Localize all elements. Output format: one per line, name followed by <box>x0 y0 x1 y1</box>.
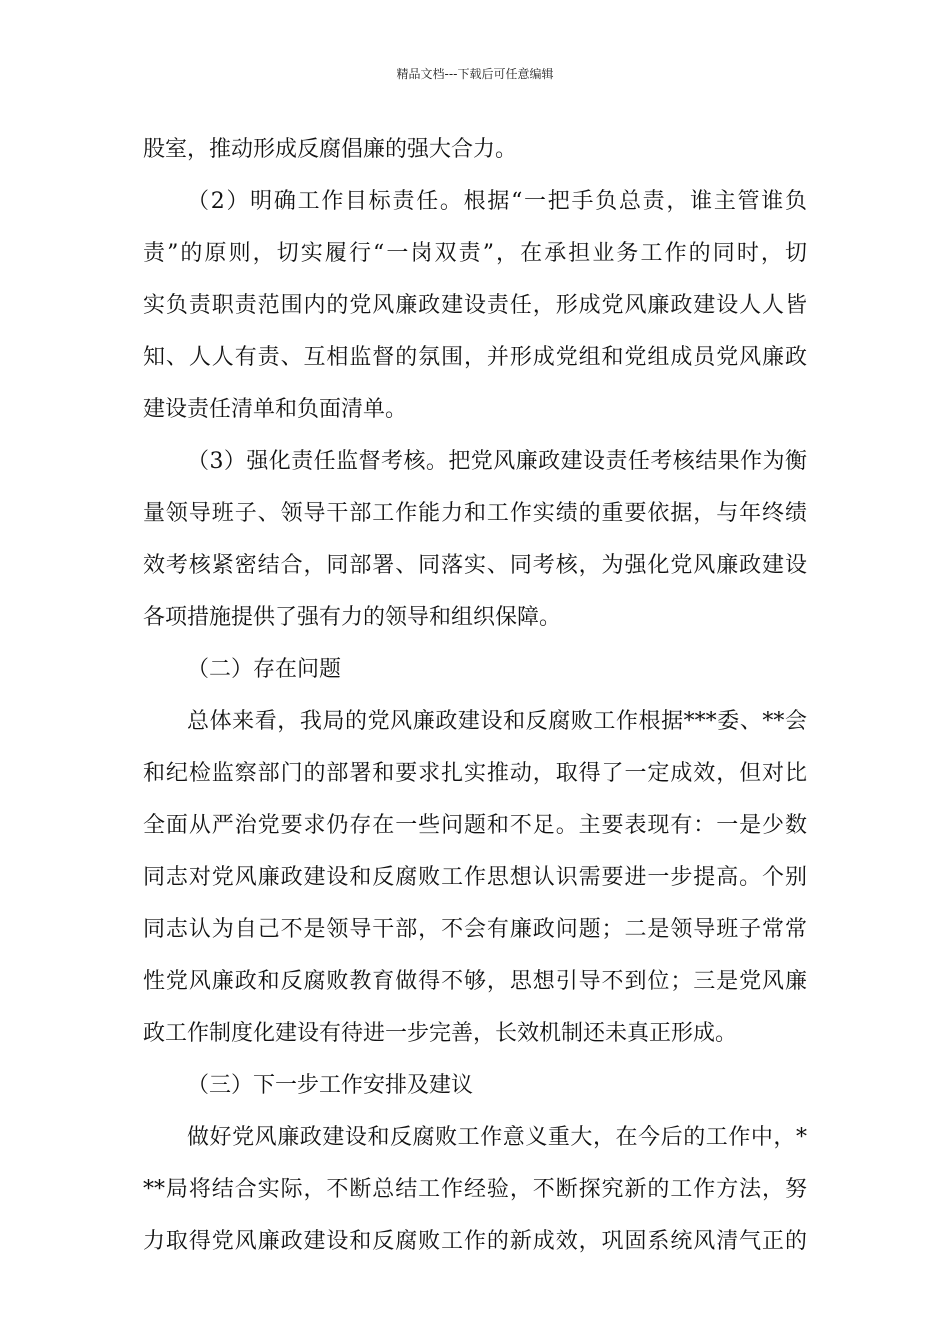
text-line: 各项措施提供了强有力的领导和组织保障。 <box>143 605 562 630</box>
text-line: 建设责任清单和负面清单。 <box>143 397 408 422</box>
text-line: （2）明确工作目标责任。根据“一把手负总责，谁主管谁负 <box>187 189 807 214</box>
text-line: 股室，推动形成反腐倡廉的强大合力。 <box>143 137 518 162</box>
text-line: （3）强化责任监督考核。把党风廉政建设责任考核结果作为衡 <box>187 449 807 474</box>
text-line: **局将结合实际，不断总结工作经验，不断探究新的工作方法，努 <box>143 1177 807 1202</box>
text-line: （二）存在问题 <box>187 657 342 682</box>
text-line: 政工作制度化建设有待进一步完善，长效机制还未真正形成。 <box>143 1021 738 1046</box>
text-line: 同志对党风廉政建设和反腐败工作思想认识需要进一步提高。个别 <box>143 865 807 890</box>
text-line: 量领导班子、领导干部工作能力和工作实绩的重要依据，与年终绩 <box>143 501 807 526</box>
document-body <box>143 124 807 1268</box>
text-line: 性党风廉政和反腐败教育做得不够，思想引导不到位；三是党风廉 <box>143 969 807 994</box>
text-line: 知、人人有责、互相监督的氛围，并形成党组和党组成员党风廉政 <box>143 345 807 370</box>
text-line: 同志认为自己不是领导干部，不会有廉政问题；二是领导班子常常 <box>143 917 807 942</box>
text-line: 和纪检监察部门的部署和要求扎实推动，取得了一定成效，但对比 <box>143 761 807 786</box>
text-line: 实负责职责范围内的党风廉政建设责任，形成党风廉政建设人人皆 <box>143 293 807 318</box>
text-line: 全面从严治党要求仍存在一些问题和不足。主要表现有：一是少数 <box>143 813 807 838</box>
text-line: 做好党风廉政建设和反腐败工作意义重大，在今后的工作中，* <box>187 1125 807 1150</box>
text-line: （三）下一步工作安排及建议 <box>187 1073 474 1098</box>
page-header: 精品文档---下载后可任意编辑 <box>396 67 554 81</box>
text-line: 力取得党风廉政建设和反腐败工作的新成效，巩固系统风清气正的 <box>143 1229 807 1254</box>
text-line: 责”的原则，切实履行“一岗双责”，在承担业务工作的同时，切 <box>143 241 807 266</box>
text-line: 总体来看，我局的党风廉政建设和反腐败工作根据***委、**会 <box>187 709 807 734</box>
text-line: 效考核紧密结合，同部署、同落实、同考核，为强化党风廉政建设 <box>143 553 807 578</box>
